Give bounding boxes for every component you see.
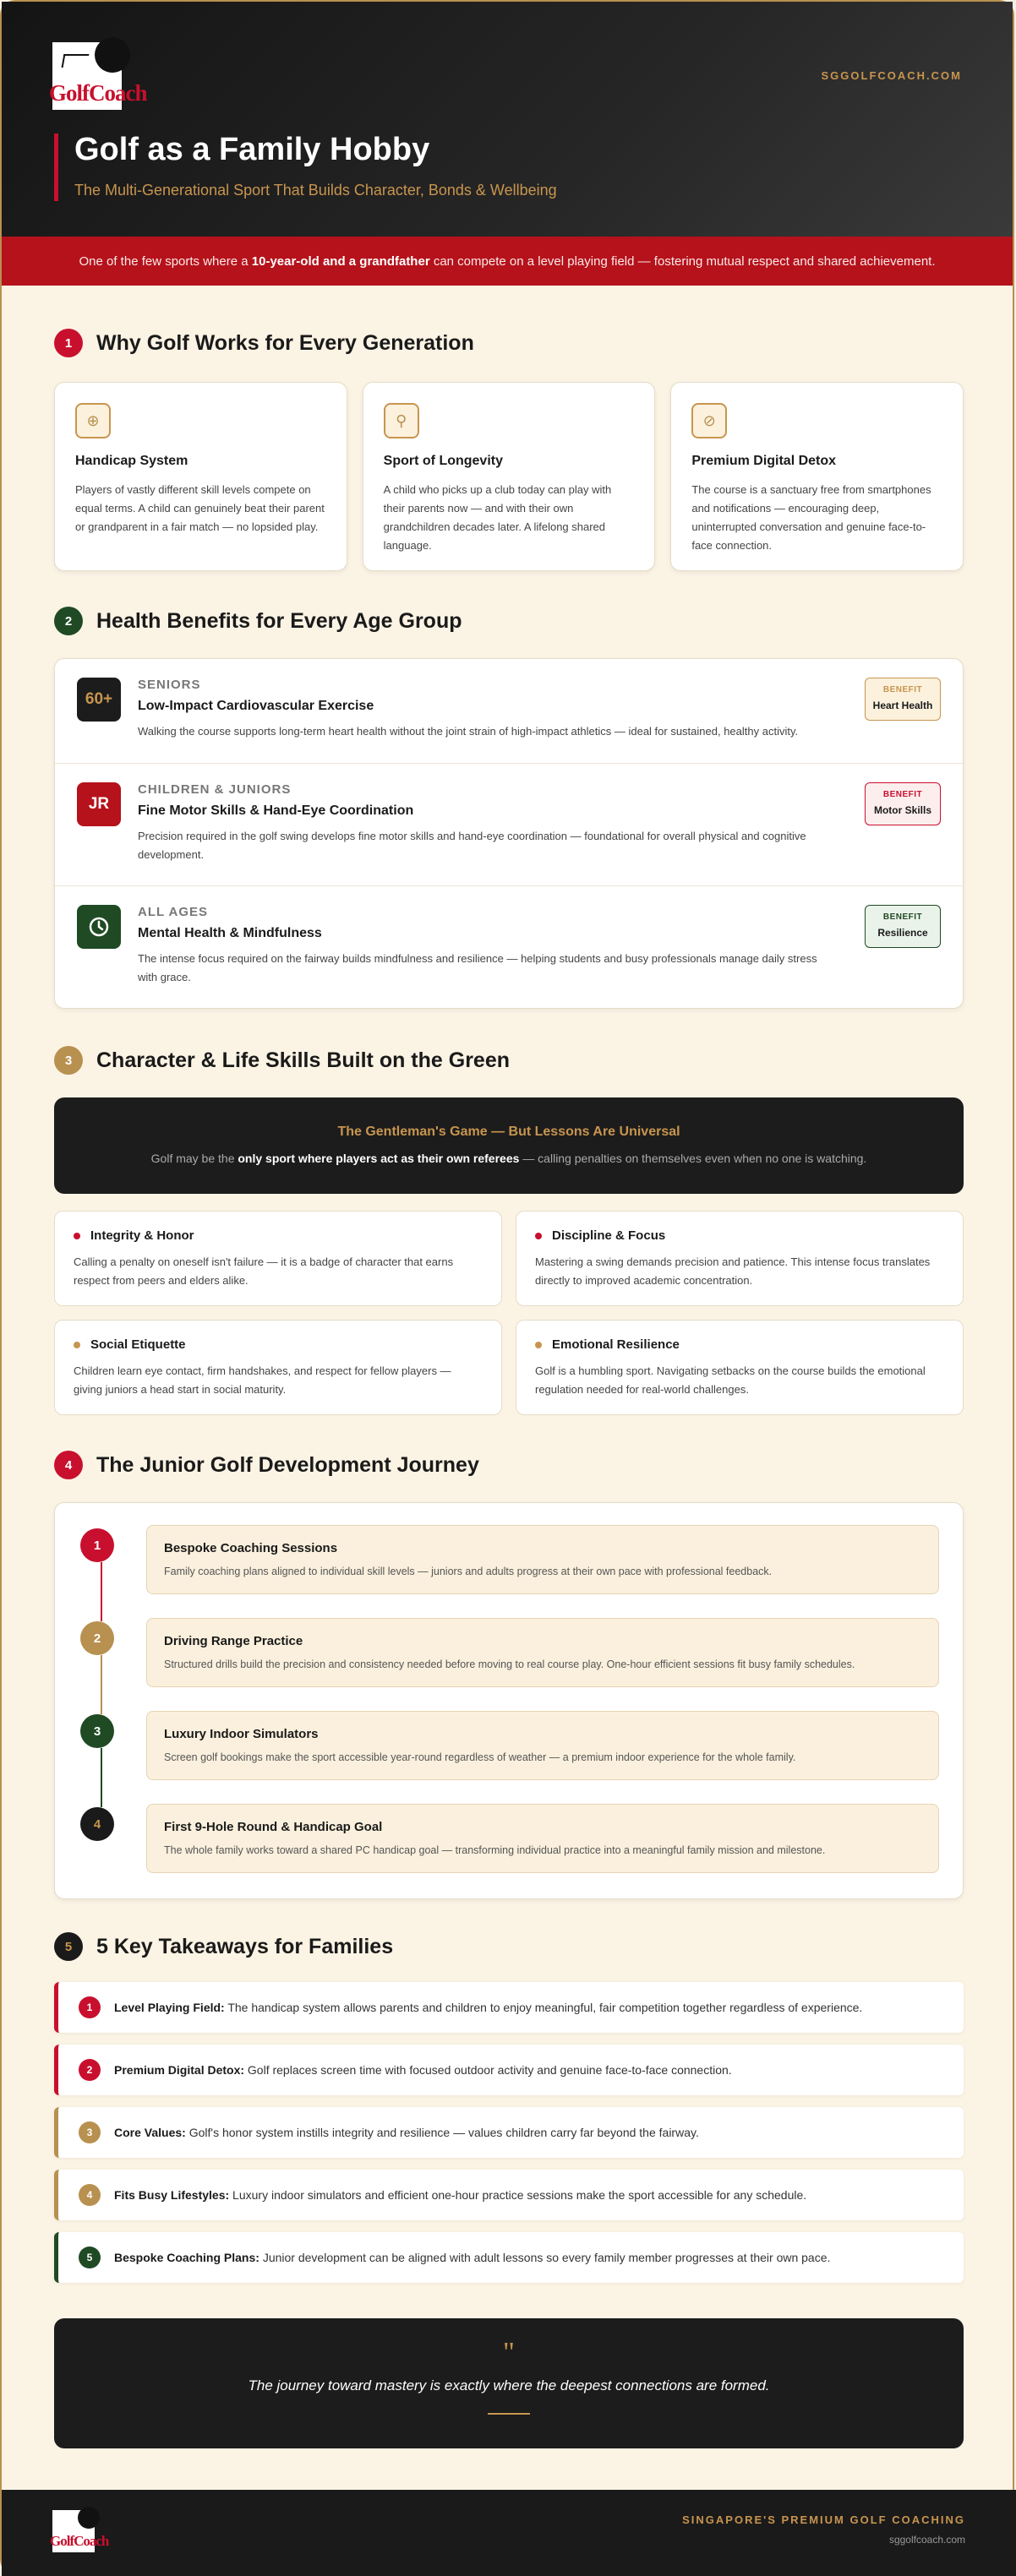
age-group-label: SENIORS [138, 678, 201, 692]
section-title: Why Golf Works for Every Generation [96, 330, 474, 355]
clock-icon [77, 905, 121, 949]
benefit-tag [865, 678, 941, 721]
step-number: 2 [80, 1621, 114, 1655]
card-title: Sport of Longevity [383, 454, 503, 468]
skill-card-etiquette [54, 1320, 502, 1415]
step-text: Screen golf bookings make the sport accessible year-round regardless of weather — a premium indoor experience for the whole family. [164, 1751, 796, 1763]
takeaway-number: 2 [79, 2059, 101, 2081]
footer-url-link[interactable]: sggolfcoach.com [888, 2534, 965, 2546]
benefit-tag [865, 905, 941, 948]
takeaway-item [54, 2232, 964, 2283]
health-row-juniors [55, 764, 963, 886]
section-number: 5 [54, 1932, 83, 1961]
bullet-dot [74, 1342, 80, 1348]
logo-text: GolfCoach [49, 80, 147, 106]
step-title: Bespoke Coaching Sessions [164, 1541, 338, 1555]
section-character [54, 1043, 964, 1415]
skill-card-integrity [54, 1211, 502, 1306]
benefit-text: Walking the course supports long-term heart health without the joint strain of high-impact athletics — ideal for sustained, healthy activity. [138, 725, 799, 738]
skill-title: Discipline & Focus [552, 1228, 666, 1243]
step-card-driving-range [146, 1618, 939, 1687]
card-text: A child who picks up a club today can play with their parents now — and with their own grandchildren decades later. A lifelong shared language. [383, 483, 612, 552]
step-title: Luxury Indoor Simulators [164, 1727, 319, 1741]
takeaway-number: 1 [79, 1996, 101, 2018]
age-group-label: ALL AGES [138, 905, 209, 919]
takeaway-item [54, 2107, 964, 2158]
card-handicap-system [54, 382, 347, 571]
section-takeaways [54, 1930, 964, 2295]
section-title: Character & Life Skills Built on the Green [96, 1048, 511, 1072]
step-text: The whole family works toward a shared PC handicap goal — transforming individual practice into a meaningful family mission and milestone. [164, 1844, 826, 1856]
benefit-title: Low-Impact Cardiovascular Exercise [138, 699, 374, 713]
step-number: 4 [80, 1807, 114, 1841]
card-sport-of-longevity [363, 382, 656, 571]
section-journey [54, 1448, 964, 1899]
skill-text: Calling a penalty on oneself isn't failure — it is a badge of character that earns respect from peers and elders alike. [74, 1255, 454, 1287]
golf-ball-icon [78, 2507, 100, 2529]
timeline-connector [101, 1748, 102, 1807]
page-subtitle: The Multi-Generational Sport That Builds Character, Bonds & Wellbeing [74, 182, 557, 199]
title-accent-bar [54, 133, 58, 201]
takeaway-number: 3 [79, 2121, 101, 2143]
section-title: Health Benefits for Every Age Group [96, 608, 462, 633]
section-number: 3 [54, 1046, 83, 1075]
age-badge: JR [77, 782, 121, 826]
skill-card-discipline [516, 1211, 964, 1306]
card-text: The course is a sanctuary free from smartphones and notifications — encouraging deep, uninterrupted conversation and genuine face-to-face connection. [691, 483, 931, 552]
benefit-tag-value: Resilience [877, 927, 928, 939]
step-text: Structured drills build the precision and consistency needed before moving to real course play. One-hour efficient sessions fit busy family schedules. [164, 1658, 855, 1670]
handicap-icon: ⊕ [75, 403, 111, 438]
takeaway-item [54, 2170, 964, 2220]
step-card-simulators [146, 1711, 939, 1780]
logo[interactable] [49, 42, 147, 110]
footer-logo-text: GolfCoach [50, 2533, 109, 2549]
section-health [54, 604, 964, 1009]
benefit-tag-value: Heart Health [872, 700, 933, 711]
card-digital-detox [670, 382, 964, 571]
health-row-seniors [55, 659, 963, 764]
takeaway-text: Fits Busy Lifestyles: Luxury indoor simulators and efficient one-hour practice sessions make the sport accessible for any schedule. [114, 2188, 807, 2202]
banner-text-pre: One of the few sports where a [79, 253, 249, 269]
callout-text: Golf may be the only sport where players act as their own referees — calling penalties on themselves even when no one is watching. [150, 1152, 867, 1165]
page-title: Golf as a Family Hobby [74, 132, 430, 167]
banner-text-post: can compete on a level playing field — fostering mutual respect and shared achievement. [433, 253, 936, 269]
step-number: 3 [80, 1714, 114, 1748]
section-generations [54, 326, 964, 571]
step-card-coaching [146, 1525, 939, 1594]
step-title: First 9-Hole Round & Handicap Goal [164, 1820, 383, 1834]
gentlemans-game-callout [54, 1097, 964, 1194]
section-number: 4 [54, 1451, 83, 1479]
skill-text: Children learn eye contact, firm handshakes, and respect for fellow players — giving juniors a head start in social maturity. [74, 1364, 451, 1396]
section-title: The Junior Golf Development Journey [96, 1452, 479, 1477]
footer [2, 2490, 1016, 2576]
takeaway-item [54, 2045, 964, 2095]
takeaway-text: Core Values: Golf's honor system instills integrity and resilience — values children carry far beyond the fairway. [114, 2126, 699, 2139]
closing-quote [54, 2318, 964, 2448]
benefit-title: Mental Health & Mindfulness [138, 926, 322, 940]
bullet-dot [535, 1342, 542, 1348]
takeaway-item [54, 1982, 964, 2033]
banner-text-bold: 10-year-old and a grandfather [251, 253, 430, 269]
skill-title: Emotional Resilience [552, 1337, 680, 1352]
card-title: Premium Digital Detox [691, 454, 837, 468]
quote-text: The journey toward mastery is exactly where the deepest connections are formed. [248, 2377, 770, 2394]
section-title: 5 Key Takeaways for Families [96, 1934, 394, 1958]
intro-banner [2, 237, 1013, 286]
takeaway-text: Level Playing Field: The handicap system allows parents and children to enjoy meaningful, fair competition together regardless of experience. [114, 2001, 863, 2014]
footer-logo[interactable] [50, 2510, 109, 2552]
golf-ball-icon [95, 37, 130, 73]
benefit-text: Precision required in the golf swing develops fine motor skills and hand-eye coordination — foundational for overall physical and cognitive development. [138, 830, 806, 861]
step-number: 1 [80, 1528, 114, 1562]
skill-title: Social Etiquette [90, 1337, 186, 1352]
benefit-title: Fine Motor Skills & Hand-Eye Coordination [138, 803, 414, 818]
timeline-connector [101, 1655, 102, 1714]
site-url-link[interactable]: SGGOLFCOACH.COM [821, 69, 962, 82]
header [2, 2, 1013, 237]
footer-tagline: SINGAPORE'S PREMIUM GOLF COACHING [682, 2513, 965, 2526]
card-text: Players of vastly different skill levels compete on equal terms. A child can genuinely beat their parent or grandparent in a fair match — no lopsided play. [75, 483, 325, 533]
longevity-icon: ⚲ [384, 403, 419, 438]
age-badge: 60+ [77, 678, 121, 722]
skill-title: Integrity & Honor [90, 1228, 194, 1243]
benefit-tag-label: BENEFIT [882, 685, 923, 694]
takeaway-number: 5 [79, 2247, 101, 2268]
skill-text: Mastering a swing demands precision and patience. This intense focus translates directly to improved academic concentration. [535, 1255, 931, 1287]
age-group-label: CHILDREN & JUNIORS [138, 782, 292, 797]
benefit-tag-label: BENEFIT [882, 790, 923, 799]
timeline-connector [101, 1562, 102, 1621]
quote-divider [488, 2413, 530, 2415]
card-title: Handicap System [75, 454, 188, 468]
quote-mark-icon: " [503, 2337, 515, 2368]
step-text: Family coaching plans aligned to individual skill levels — juniors and adults progress at their own pace with professional feedback. [164, 1566, 773, 1577]
callout-title: The Gentleman's Game — But Lessons Are Universal [337, 1125, 680, 1139]
no-phone-icon: ⊘ [691, 403, 727, 438]
bullet-dot [74, 1233, 80, 1239]
benefit-tag-value: Motor Skills [873, 804, 931, 816]
bullet-dot [535, 1233, 542, 1239]
benefit-tag [865, 782, 941, 825]
section-number: 2 [54, 607, 83, 635]
benefit-text: The intense focus required on the fairway builds mindfulness and resilience — helping students and busy professionals manage daily stress with grace. [138, 952, 817, 983]
takeaway-text: Premium Digital Detox: Golf replaces screen time with focused outdoor activity and genuine face-to-face connection. [114, 2063, 732, 2077]
health-row-all-ages [55, 886, 963, 1008]
skill-card-resilience [516, 1320, 964, 1415]
section-number: 1 [54, 329, 83, 357]
flag-icon [62, 54, 90, 68]
step-title: Driving Range Practice [164, 1634, 303, 1648]
benefit-tag-label: BENEFIT [882, 912, 923, 922]
skill-text: Golf is a humbling sport. Navigating setbacks on the course builds the emotional regulation needed for real-world challenges. [535, 1364, 926, 1396]
step-card-first-round [146, 1804, 939, 1873]
takeaway-text: Bespoke Coaching Plans: Junior development can be aligned with adult lessons so every family member progresses at their own pace. [114, 2251, 831, 2264]
takeaway-number: 4 [79, 2184, 101, 2206]
